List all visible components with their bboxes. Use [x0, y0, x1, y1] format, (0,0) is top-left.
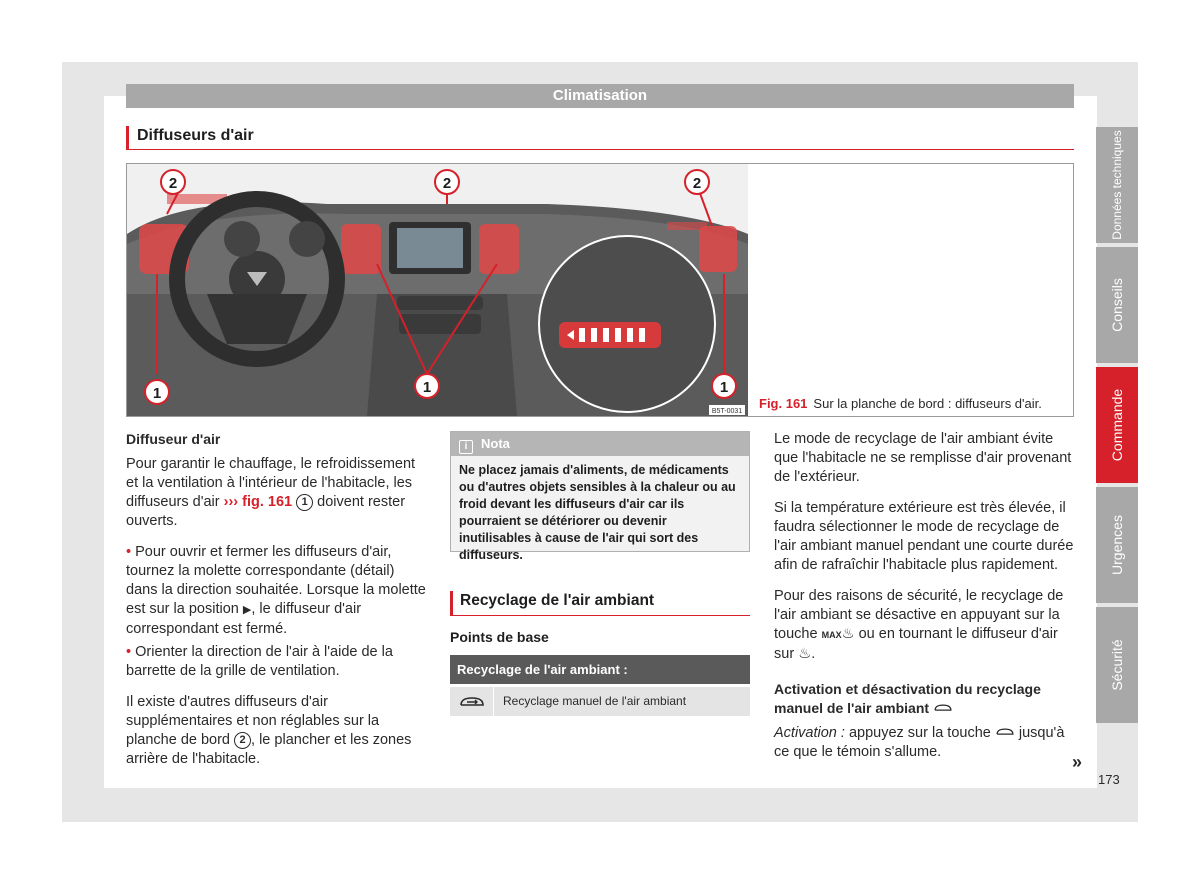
recirc-table	[450, 655, 750, 716]
section-title: Diffuseurs d'air	[126, 126, 1074, 150]
bullet-item: • Orienter la direction de l'air à l'aide de la barrette de la grille de ventilation.	[126, 644, 393, 679]
recirc-heat: Si la température extérieure est très élevée, il faudra sélectionner le mode de recyclage de l'air ambiant manuel pendant une courte durée afin de rafraîchir l'habitacle plus rapidement.	[774, 500, 1074, 573]
diffuser-intro: Pour garantir le chauffage, le refroidissement et la ventilation à l'intérieur de l'habitacle, les diffuseurs d'air ››› fig. 161 1 doivent rester ouverts.	[126, 456, 416, 529]
cross-ref-arrows: ›››	[223, 494, 239, 510]
recirculation-icon	[450, 687, 494, 716]
recirc-title: Recyclage de l'air ambiant	[450, 591, 750, 616]
continue-mark: »	[1072, 752, 1083, 772]
recirculation-icon	[933, 700, 953, 716]
callout-label: 1	[719, 379, 729, 396]
recirc-intro: Le mode de recyclage de l'air ambiant évite que l'habitacle ne se remplisse d'air provenant de l'extérieur.	[774, 431, 1072, 485]
figure-caption	[759, 396, 1042, 411]
bullet-item: • Pour ouvrir et fermer les diffuseurs d'air, tournez la molette correspondante (détail) dans la direction souhaitée. Lorsque la molette est sur la position ▶, le diffuseur d'air correspondant est fermé.	[126, 544, 426, 637]
callout-label: 2	[692, 175, 702, 192]
callout-label: 2	[168, 175, 178, 192]
dashboard-svg	[127, 164, 748, 416]
callout-label: 1	[152, 385, 162, 402]
figure-code: B5T-0031	[711, 408, 743, 415]
chapter-header: Climatisation	[126, 84, 1074, 108]
note-text: Ne placez jamais d'aliments, de médicaments ou d'autres objets sensibles à la chaleur ou au froid devant les diffuseurs d'air car ils pourraient se détériorer ou devenir inutilisables à cause de l'air qui sort des diffuseurs.	[459, 463, 736, 562]
bullet-icon: •	[126, 644, 132, 660]
defrost-icon: ♨	[798, 646, 812, 662]
table-row	[450, 687, 750, 716]
points-heading: Points de base	[450, 629, 549, 645]
activation-text: Activation : appuyez sur la touche jusqu'à ce que le témoin s'allume.	[774, 725, 1065, 760]
note-header: i Nota	[451, 432, 749, 456]
page-number: 173	[1098, 772, 1120, 787]
figure-caption-text: Sur la planche de bord : diffuseurs d'air.	[813, 396, 1042, 411]
tab-donnees-techniques[interactable]: Données techniques	[1096, 127, 1138, 243]
diffuser-heading: Diffuseur d'air	[126, 431, 221, 447]
callout-label: 2	[442, 175, 452, 192]
triangle-right-icon: ▶	[242, 604, 252, 616]
callout-label: 1	[422, 379, 432, 396]
extra-diffusers-text: Il existe d'autres diffuseurs d'air supplémentaires et non réglables sur la planche de bord 2 , le plancher et les zones arrière de l'habitacle.	[126, 694, 412, 767]
callout-badge: 1	[296, 494, 313, 511]
column-right	[774, 430, 1074, 774]
defrost-icon: ♨	[841, 626, 855, 642]
tab-commande[interactable]: Commande	[1096, 367, 1138, 483]
table-header: Recyclage de l'air ambiant :	[450, 655, 750, 684]
max-defrost-icon: MAX	[821, 630, 842, 640]
fig-link[interactable]: fig. 161	[242, 494, 293, 510]
recirc-safety: Pour des raisons de sécurité, le recyclage de l'air ambiant se désactive en appuyant sur la touche MAX♨ ou en tournant le diffuseur d'air sur ♨.	[774, 588, 1064, 662]
side-tabs	[1096, 127, 1138, 727]
table-cell: Recyclage manuel de l'air ambiant	[503, 694, 687, 708]
info-icon: i	[459, 440, 473, 454]
dashboard-illustration	[127, 164, 748, 416]
activation-heading: Activation et désactivation du recyclage manuel de l'air ambiant	[774, 681, 1041, 716]
note-box	[450, 431, 750, 562]
callout-badge: 2	[234, 732, 251, 749]
tab-securite[interactable]: Sécurité	[1096, 607, 1138, 723]
recirculation-icon	[995, 725, 1019, 741]
figure-label[interactable]: Fig. 161	[759, 396, 808, 411]
column-left	[126, 430, 426, 781]
bullet-icon: •	[126, 544, 132, 560]
tab-urgences[interactable]: Urgences	[1096, 487, 1138, 603]
tab-conseils[interactable]: Conseils	[1096, 247, 1138, 363]
